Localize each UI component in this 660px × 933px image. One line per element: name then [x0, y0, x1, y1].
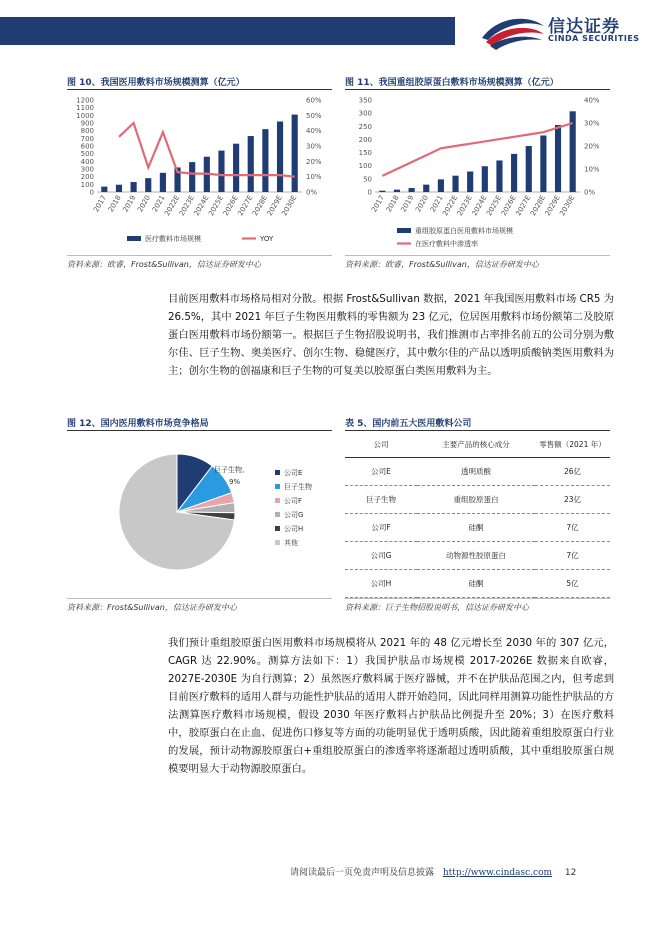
table-cell: 硅酮 — [417, 570, 535, 598]
x-tick-label: 2028E — [529, 194, 548, 218]
legend-swatch — [275, 498, 280, 503]
fig11-source: 资料来源：欧睿，Frost&Sullivan，信达证券研发中心 — [345, 260, 539, 269]
bar — [496, 160, 502, 192]
table-cell: 公司F — [345, 514, 417, 542]
fig10-top-rule — [67, 89, 332, 90]
x-tick-label: 2030E — [280, 194, 299, 218]
y-right-tick-label: 50% — [306, 111, 322, 120]
bar — [467, 171, 473, 192]
y-left-tick-label: 300 — [80, 165, 94, 174]
y-left-tick-label: 500 — [80, 150, 94, 159]
y-right-tick-label: 30% — [306, 142, 322, 151]
y-left-tick-label: 300 — [358, 109, 372, 118]
bar — [277, 121, 283, 192]
table5-title: 表 5、国内前五大医用敷料公司 — [345, 419, 472, 429]
fig11-top-rule — [345, 89, 610, 90]
fig10-bottom-rule — [67, 255, 332, 256]
logo-en: CINDA SECURITIES — [548, 34, 640, 43]
fig12-chart — [67, 434, 332, 594]
table5 — [345, 431, 610, 598]
x-tick-label: 2024E — [470, 194, 489, 218]
header-bar — [0, 17, 455, 45]
y-left-tick-label: 150 — [358, 149, 372, 158]
fig11-chart — [345, 92, 610, 252]
y-left-tick-label: 250 — [358, 122, 372, 131]
table-cell: 动物源性胶原蛋白 — [417, 542, 535, 570]
table-cell: 公司E — [345, 458, 417, 486]
bar — [233, 144, 239, 192]
table-row — [345, 486, 610, 514]
body-paragraph-2 — [168, 634, 614, 778]
legend-label: 公司F — [284, 497, 303, 505]
table-header-row — [345, 431, 610, 458]
table-cell: 硅酮 — [417, 514, 535, 542]
legend-label: 公司G — [284, 511, 304, 519]
x-tick-label: 2025E — [485, 194, 504, 218]
table-cell: 23亿 — [535, 486, 610, 514]
bar — [438, 179, 444, 192]
table5-source: 资料来源：巨子生物招股说明书，信达证券研发中心 — [345, 603, 529, 612]
footer-url-link[interactable]: http://www.cindasc.com — [442, 868, 553, 878]
y-left-tick-label: 0 — [367, 188, 372, 197]
x-tick-label: 2018 — [384, 194, 401, 214]
x-tick-label: 2025E — [207, 194, 226, 218]
table-row — [345, 542, 610, 570]
fig10-chart — [67, 92, 332, 252]
legend-swatch — [275, 470, 280, 475]
bar — [423, 185, 429, 192]
bar — [292, 115, 298, 192]
y-left-tick-label: 200 — [80, 173, 94, 182]
x-tick-label: 2019 — [399, 194, 416, 214]
table-header-company: 公司 — [345, 431, 417, 458]
table-cell: 公司H — [345, 570, 417, 598]
bar — [555, 125, 561, 192]
x-tick-label: 2022E — [163, 194, 182, 218]
fig10-source: 资料来源：欧睿，Frost&Sullivan，信达证券研发中心 — [67, 260, 261, 269]
body-paragraph-1 — [168, 290, 614, 380]
legend-bar-label: 重组胶原蛋白医用敷料市场规模 — [415, 227, 513, 235]
table-cell: 7亿 — [535, 514, 610, 542]
x-tick-label: 2029E — [543, 194, 562, 218]
legend-swatch — [275, 484, 280, 489]
legend-swatch — [275, 526, 280, 531]
x-tick-label: 2026E — [221, 194, 240, 218]
bar — [116, 185, 122, 192]
x-tick-label: 2017 — [370, 194, 387, 214]
table-cell: 5亿 — [535, 570, 610, 598]
table-cell: 巨子生物 — [345, 486, 417, 514]
y-right-tick-label: 40% — [584, 96, 600, 105]
footer-disclaimer: 请阅读最后一页免责声明及信息披露 — [290, 868, 435, 878]
x-tick-label: 2017 — [92, 194, 109, 214]
table-header-ingredient: 主要产品的核心成分 — [417, 431, 535, 458]
fig10-title: 图 10、我国医用敷料市场规模测算（亿元） — [67, 78, 245, 88]
x-tick-label: 2028E — [251, 194, 270, 218]
y-right-tick-label: 10% — [584, 165, 600, 174]
y-left-tick-label: 100 — [358, 162, 372, 171]
y-right-tick-label: 40% — [306, 127, 322, 136]
bar — [409, 188, 415, 192]
y-left-tick-label: 1100 — [76, 104, 94, 113]
bar — [394, 190, 400, 192]
legend-line-label: 在医疗敷料中渗透率 — [415, 240, 478, 248]
y-right-tick-label: 20% — [584, 142, 600, 151]
bar — [248, 136, 254, 192]
legend-bar-swatch — [397, 228, 411, 233]
bar — [379, 191, 385, 192]
y-right-tick-label: 10% — [306, 173, 322, 182]
x-tick-label: 2027E — [514, 194, 533, 218]
pie-callout-value: 9% — [229, 478, 241, 486]
fig12-bottom-rule — [67, 598, 332, 599]
y-left-tick-label: 600 — [80, 142, 94, 151]
table-row — [345, 570, 610, 598]
x-tick-label: 2027E — [236, 194, 255, 218]
x-tick-label: 2018 — [106, 194, 123, 214]
table5-bottom-rule — [345, 598, 610, 599]
y-left-tick-label: 50 — [363, 175, 372, 184]
x-tick-label: 2019 — [121, 194, 138, 214]
legend-label: 其他 — [284, 539, 298, 547]
x-tick-label: 2020 — [414, 194, 430, 214]
bar — [540, 135, 546, 192]
fig11-bottom-rule — [345, 255, 610, 256]
table-cell: 26亿 — [535, 458, 610, 486]
y-left-tick-label: 1000 — [76, 111, 94, 120]
y-left-tick-label: 200 — [358, 135, 372, 144]
y-right-tick-label: 60% — [306, 96, 322, 105]
bar — [160, 173, 166, 192]
footer — [290, 865, 576, 878]
bar — [526, 146, 532, 192]
x-tick-label: 2021 — [428, 194, 445, 214]
y-left-tick-label: 900 — [80, 119, 94, 128]
legend-bar-label: 医疗敷料市场规模 — [145, 235, 201, 243]
table-row — [345, 458, 610, 486]
pie-callout-name: 巨子生物, — [214, 466, 245, 474]
table-cell: 透明质酸 — [417, 458, 535, 486]
table-cell: 公司G — [345, 542, 417, 570]
legend-line-label: YOY — [260, 235, 274, 243]
bar — [482, 166, 488, 192]
y-left-tick-label: 800 — [80, 127, 94, 136]
y-left-tick-label: 400 — [80, 157, 94, 166]
y-left-tick-label: 100 — [80, 180, 94, 189]
x-tick-label: 2024E — [192, 194, 211, 218]
bar — [452, 176, 458, 192]
y-right-tick-label: 0% — [584, 188, 596, 197]
x-tick-label: 2029E — [265, 194, 284, 218]
fig12-title: 图 12、国内医用敷料市场竞争格局 — [67, 419, 209, 429]
x-tick-label: 2020 — [136, 194, 152, 214]
table-header-sales: 零售额（2021 年） — [535, 431, 610, 458]
fig11-title: 图 11、我国重组胶原蛋白敷料市场规模测算（亿元） — [345, 78, 559, 88]
y-right-tick-label: 30% — [584, 119, 600, 128]
table-cell: 重组胶原蛋白 — [417, 486, 535, 514]
bar — [262, 129, 268, 192]
y-left-tick-label: 350 — [358, 96, 372, 105]
fig12-top-rule — [67, 430, 332, 431]
page-number: 12 — [564, 868, 577, 878]
y-left-tick-label: 700 — [80, 134, 94, 143]
bar — [511, 154, 517, 192]
bar — [131, 182, 137, 192]
legend-swatch — [275, 540, 280, 545]
legend-label: 公司E — [284, 469, 303, 477]
x-tick-label: 2022E — [441, 194, 460, 218]
y-left-tick-label: 1200 — [76, 96, 94, 105]
y-right-tick-label: 20% — [306, 157, 322, 166]
para1-text: 目前医用敷料市场格局相对分散。根据 Frost&Sullivan 数据，2021 年我国医用敷料市场 CR5 为 26.5%，其中 2021 年巨子生物医用敷料的零售额为 23 亿元，位居医用敷料市场份额第二及胶原蛋白医用敷料市场份额第一。根据巨子生物招股说明书，我们推测市占率排名前五的公司分别为敷尔佳、巨子生物、奥美医疗、创尔生物、稳健医疗，其中敷尔佳的产品以透明质酸钠类医用敷料为主；创尔生物的创福康和巨子生物的可复美以胶原蛋白类医用敷料为主。 — [168, 293, 614, 377]
bar — [145, 178, 151, 192]
y-right-tick-label: 0% — [306, 188, 318, 197]
x-tick-label: 2026E — [499, 194, 518, 218]
para2-text: 我们预计重组胶原蛋白医用敷料市场规模将从 2021 年的 48 亿元增长至 2030 年的 307 亿元，CAGR 达 22.90%。测算方法如下：1）我国护肤品市场规模 2017-2026E 数据来自欧睿，2027E-2030E 为自行测算；2）虽然医疗敷料属于医疗器械，并不在护肤品范围之内，但考虑到目前医疗敷料的适用人群与功能性护肤品的适用人群开始趋同，因此同样用测算功能性护肤品的方法测算医疗敷料市场规模，假设 2030 年医疗敷料占护肤品比例提升至 20%；3）在医疗敷料中，胶原蛋白在止血、促进伤口修复等方面的功能明显优于透明质酸，因此随着重组胶原蛋白行业的发展，预计动物源胶原蛋白+重组胶原蛋白的渗透率将逐渐超过透明质酸，其中重组胶原蛋白规模要明显大于动物源胶原蛋白。 — [168, 637, 614, 775]
table-cell: 7亿 — [535, 542, 610, 570]
bar — [101, 187, 107, 192]
x-tick-label: 2021 — [150, 194, 167, 214]
legend-swatch — [275, 512, 280, 517]
legend-label: 公司H — [284, 525, 304, 533]
bar — [189, 162, 195, 192]
bar — [218, 151, 224, 192]
fig12-source: 资料来源：Frost&Sullivan，信达证券研发中心 — [67, 603, 237, 612]
table-row — [345, 514, 610, 542]
logo-cn: 信达证券 — [548, 17, 620, 37]
y-left-tick-label: 0 — [89, 188, 94, 197]
legend-bar-swatch — [127, 236, 141, 241]
legend-label: 巨子生物 — [284, 483, 312, 491]
x-tick-label: 2030E — [558, 194, 577, 218]
x-tick-label: 2023E — [455, 194, 474, 218]
x-tick-label: 2023E — [177, 194, 196, 218]
